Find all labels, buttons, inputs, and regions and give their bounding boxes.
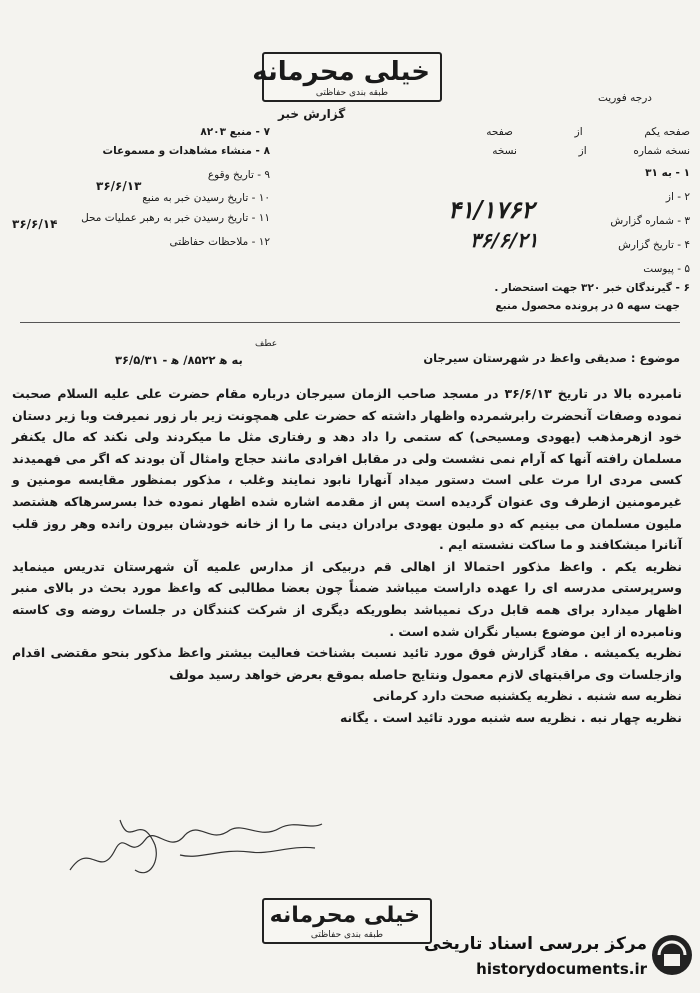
field-3: ۳ - شماره گزارش	[610, 215, 690, 227]
field-12: ۱۲ - ملاحظات حفاظتی	[169, 236, 270, 248]
field-10: ۱۰ - تاریخ رسیدن خبر به منبع	[142, 192, 270, 204]
report-title: گزارش خبر	[278, 107, 346, 121]
archive-name: مرکز بررسی اسناد تاریخی	[424, 934, 647, 954]
priority-label: درجه فوریت	[598, 92, 652, 104]
body-paragraph-3: نظریه یکمیشه . مفاد گزارش فوق مورد تائید نسبت بشناخت فعالیت بیشتر واعظ مذکور بنحو مقتضی اقدام وازجلسات وی مراقبتهای لازم معمول ونتایج حاصله بموقع بعرض خواهد رسید مولف	[12, 645, 682, 682]
archive-url: historydocuments.ir	[476, 960, 647, 978]
field-6: ۶ - گیرندگان خبر ۳۲۰ جهت استحضار .	[494, 282, 690, 294]
classification-stamp-bottom	[262, 898, 432, 944]
field-7: ۷ - منبع ۸۲۰۳	[200, 126, 270, 138]
field-11: ۱۱ - تاریخ رسیدن خبر به رهبر عملیات محل	[81, 212, 270, 224]
body-paragraph-2: نظریه یکم . واعظ مذکور احتمالا از اهالی قم دربیکی از مدارس علمیه آن شهرستان تدریس مینماید وسرپرستی مدرسه ای را عهده داراست میباشد ضمناً چون بعضا مطالبی که واعظ مورد بحث در بالای منبر اظهار میدارد برای همه قابل درک نمیباشد بطوریکه دیگری از شرکت کنندگان در جلسات روضه وی کاسته ونامبرده از این موضوع بسیار نگران شده است .	[12, 558, 682, 639]
signature-scribble	[60, 800, 330, 890]
stamp-sub: طبقه بندی حفاظتی	[310, 930, 384, 940]
page-field: صفحه یکم از صفحه	[486, 126, 690, 138]
stamp-sub: طبقه بندی حفاظتی	[315, 88, 389, 98]
handwritten-report-number: ۴۱/۱۷۶۲	[448, 195, 535, 224]
archive-logo	[424, 930, 695, 988]
field-4: ۴ - تاریخ گزارش	[618, 239, 690, 251]
handwritten-report-date: ۳۶/۶/۲۱	[470, 228, 539, 252]
copy-field: نسخه شماره از نسخه	[492, 145, 690, 157]
field-6-extra: جهت سهه ۵ در پرونده محصول منبع	[495, 300, 680, 312]
field-9: ۹ - تاریخ وقوع	[207, 169, 270, 181]
field-9-value: ۳۶/۶/۱۳	[96, 179, 142, 193]
ref-label: عطف	[255, 339, 278, 349]
body-paragraph-4: نظریه سه شنبه . نظریه یکشنبه صحت دارد کرمانی	[372, 688, 682, 704]
header-divider	[20, 322, 680, 323]
field-5: ۵ - پیوست	[643, 263, 690, 275]
report-body	[12, 383, 682, 729]
body-paragraph-5: نظریه چهار نبه . نظریه سه شنبه مورد تائید است . یگانه	[339, 709, 682, 725]
field-2: ۲ - از	[665, 191, 690, 203]
field-1: ۱ - به ۳۱	[645, 167, 690, 179]
field-8: ۸ - منشاء مشاهدات و مسموعات	[102, 145, 270, 157]
subject-line: موضوع : صدیقی واعظ در شهرستان سیرجان	[423, 351, 680, 365]
classification-stamp-top	[252, 52, 442, 102]
archive-logo-icon	[649, 932, 695, 978]
stamp-text: خیلی محرمانه	[269, 903, 420, 928]
stamp-text: خیلی محرمانه	[252, 57, 430, 87]
body-paragraph-1: نامبرده بالا در تاریخ ۳۶/۶/۱۳ در مسجد صاحب الزمان سیرجان درباره مقام حضرت علی علیه السلام صحبت نموده وصفات آنحضرت رابرشمرده واظهار داشته که حضرت علی همچونت زیر بار زور نمیرفت وبا زیر دستان خود ازهرمذهب (یهودی ومسیحی) که ستمی را داد دهد و رفتاری مثل ما میکردند ولی نکند که مال یکنفر مسلمان رافته آنها که آرام نمی نشست ولی در مقابل افرادی مانند حجاج وامثال آن بودند که اگر می فهمیدند کسی مردی ارا مرت علی است دستور میداد آنهارا نابود نمایند وغلب ، مذکور بمنظور مقایسه مومنین و غیرمومنین ازطرف وی عنوان گردیده است پس از مقدمه اشاره شده اظهار نموده خدا بسرسرهاکه هشتصد ملیون مسلمان می بینیم که دو ملیون یهودی برادران دینی ما را از خانه خودشان بیرون رانده وهر روز قلب آنانرا میشکافند و ما ساکت نشسته ایم .	[12, 386, 682, 553]
ref-number: به ه‍ ۸۵۲۲/ ه‍ - ۳۶/۵/۳۱	[115, 353, 243, 367]
field-11-value: ۳۶/۶/۱۴	[12, 217, 58, 231]
